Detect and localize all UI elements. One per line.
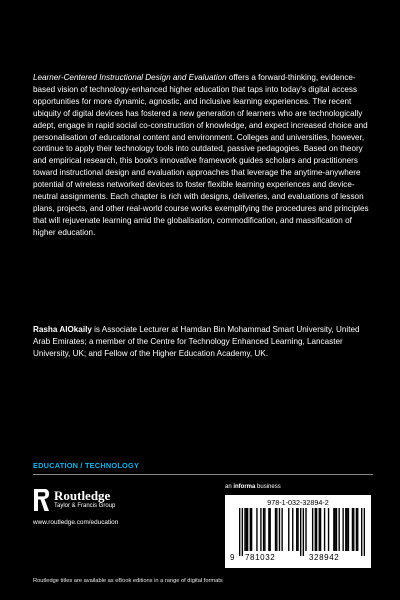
barcode-bar: [333, 508, 334, 551]
publisher-name: Routledge: [54, 488, 111, 503]
barcode-bar: [303, 508, 304, 556]
barcode-bar: [336, 508, 337, 551]
barcode-bar: [353, 508, 354, 551]
barcode-bar: [328, 508, 329, 551]
barcode-bar: [346, 508, 347, 551]
barcode-bar: [348, 508, 349, 551]
barcode-bar: [263, 508, 264, 551]
barcode-bar: [250, 508, 251, 551]
barcode-group-2: 328942: [309, 553, 340, 562]
barcode-bar: [342, 508, 343, 551]
publisher-url: www.routledge.com/education: [33, 519, 119, 526]
barcode-bar: [260, 508, 261, 551]
publisher-group: Taylor & Francis Group: [54, 503, 116, 509]
barcode-bar: [275, 508, 276, 551]
barcode-bar: [316, 508, 317, 551]
subject-category: EDUCATION / TECHNOLOGY: [33, 461, 140, 470]
barcode-bar: [256, 508, 257, 551]
barcode-bar: [352, 508, 353, 551]
barcode-bar: [312, 508, 313, 551]
publisher-block: [33, 488, 223, 558]
barcode-bar: [297, 508, 298, 551]
barcode-bar: [246, 508, 247, 551]
book-description: [33, 72, 373, 239]
divider-line: [33, 474, 373, 475]
barcode-bar: [361, 508, 362, 556]
barcode-bar: [264, 508, 265, 551]
barcode-bar: [345, 508, 346, 551]
barcode-bar: [305, 508, 306, 551]
barcode-bar: [251, 508, 252, 551]
book-title-italic: Learner-Centered Instructional Design and Evaluation: [33, 73, 227, 82]
informa-brand: informa: [233, 484, 256, 490]
barcode-bar: [300, 508, 301, 556]
ebook-availability-note: Routledge titles are available as eBook editions in a range of digital formats: [33, 578, 223, 584]
informa-business-label: an informa business: [225, 484, 281, 490]
barcode-bar: [279, 508, 280, 551]
barcode-bar: [288, 508, 289, 551]
author-bio: [33, 324, 373, 360]
barcode-bar: [357, 508, 358, 551]
barcode-bar: [281, 508, 282, 551]
barcode-bar: [364, 508, 365, 556]
barcode-bar: [239, 508, 240, 556]
barcode-bar: [268, 508, 269, 551]
barcode-bar: [244, 508, 245, 551]
barcode-bar: [338, 508, 339, 551]
barcode-bar: [319, 508, 320, 551]
barcode-bar: [356, 508, 357, 551]
barcode-bar: [242, 508, 243, 556]
barcode-bar: [324, 508, 325, 551]
author-bio-text: is Associate Lecturer at Hamdan Bin Mohammad Smart University, United Arab Emirates; a member of the Centre for Technology Enhanced Learning, Lancaster University, UK; and Fellow of the Higher Education Academy, UK.: [33, 325, 360, 358]
author-name: Rasha AlOkaily: [33, 325, 92, 334]
isbn-barcode: [225, 495, 371, 568]
isbn-number: 978-1-032-32894-2: [267, 498, 329, 507]
barcode-bar: [296, 508, 297, 551]
barcode-bar: [315, 508, 316, 551]
barcode-bar: [247, 508, 248, 551]
barcode-bar: [270, 508, 271, 551]
barcode-bar: [276, 508, 277, 551]
routledge-logo-icon: [33, 488, 50, 512]
barcode-bar: [334, 508, 335, 551]
barcode-bar: [320, 508, 321, 551]
barcode-bar: [292, 508, 293, 551]
description-text: offers a forward-thinking, evidence-based vision of technology-enhanced higher education that taps into today's digital access opportunities for more dynamic, agnostic, and inclusive learning experiences. The recent ubiquity of digital devices has fostered a new generation of learners who are technologically adept, engage in rapid social co-construction of knowledge, and expect increased choice and personalisation of educational content and environment. Colleges and universities, however, continue to apply their technology tools into outdated, passive pedagogies. Based on theory and empirical research, this book's innovative framework guides scholars and practitioners toward instructional design and evaluation approaches that leverage the anytime-anywhere potential of wireless networked devices to foster flexible learning experiences and device-neutral assignments. Each chapter is rich with designs, deliveries, and evaluations of lesson plans, projects, and other real-world course works exemplifying the procedures and principles that will rejuvenate learning amid the globalisation, commodification, and massification of higher education.: [33, 73, 369, 237]
barcode-lead-digit: 9: [230, 553, 235, 562]
barcode-bars: [239, 508, 365, 556]
barcode-group-1: 781032: [245, 553, 276, 562]
